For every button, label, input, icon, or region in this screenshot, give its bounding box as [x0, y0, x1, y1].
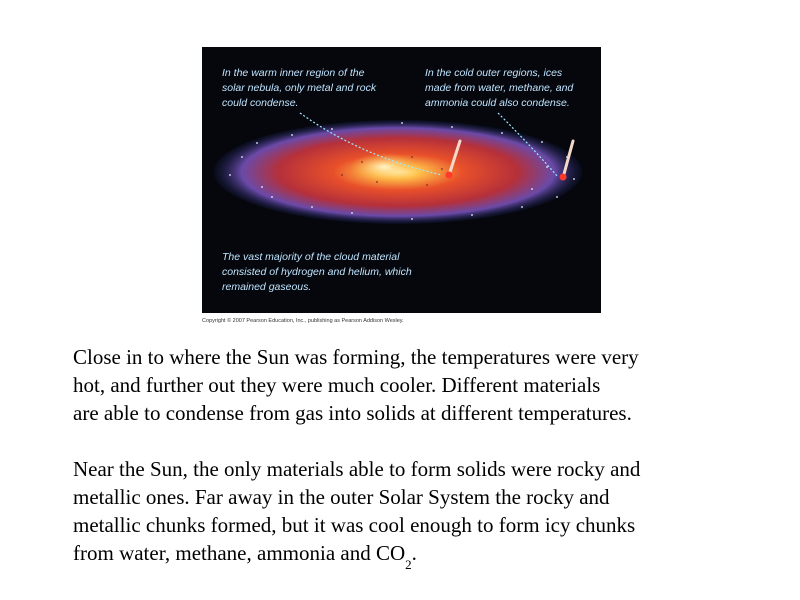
paragraph-condensation-end: .: [411, 541, 417, 565]
co2-subscript: 2: [405, 557, 412, 572]
solar-nebula-figure: [202, 47, 601, 313]
paragraph-temperature: Close in to where the Sun was forming, the temperatures were very hot, and further out they were much cooler. Different materials are able to condense from gas into solids at different temperatures.: [73, 345, 639, 425]
nebula-core-glow: [350, 153, 418, 181]
caption-gas: The vast majority of the cloud material consisted of hydrogen and helium, which remained gaseous.: [222, 251, 412, 293]
caption-outer-region: In the cold outer regions, ices made from water, methane, and ammonia could also condense.: [425, 67, 574, 109]
paragraph-condensation: [73, 455, 773, 570]
copyright-notice: Copyright © 2007 Pearson Education, Inc., publishing as Pearson Addison Wesley.: [202, 318, 404, 324]
paragraph-condensation-main: Near the Sun, the only materials able to form solids were rocky and metallic ones. Far away in the outer Solar System the rocky and metallic chunks formed, but it was cool enough to form icy chunks from water, methane, ammonia and CO: [73, 457, 641, 565]
caption-inner-region: In the warm inner region of the solar nebula, only metal and rock could condense.: [222, 67, 377, 109]
slide-body-text: [73, 343, 773, 598]
